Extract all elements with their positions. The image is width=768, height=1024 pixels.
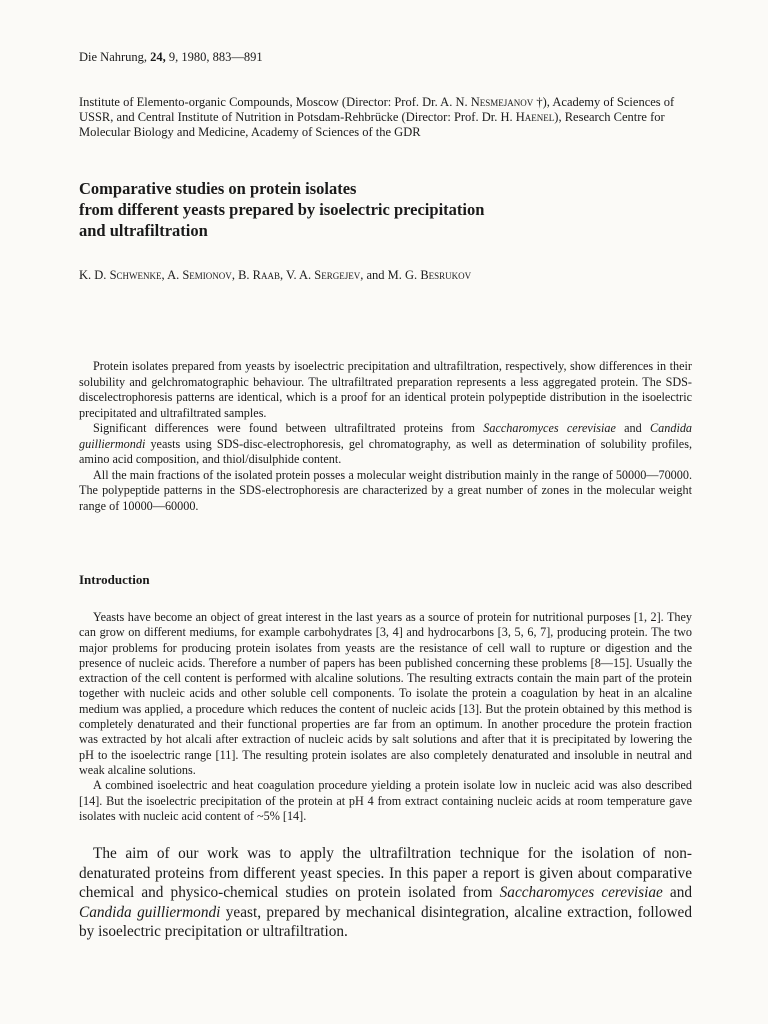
title-line-2: from different yeasts prepared by isoelectric precipitation (79, 200, 485, 219)
director-name-2: Haenel (515, 110, 555, 124)
abstract-paragraph-1: Protein isolates prepared from yeasts by isoelectric precipitation and ultrafiltration, respectively, show differences in their solubility and gelchromatographic behaviour. The ultrafiltrated preparation represents a less aggregated protein. The SDS-discelectrophoresis patterns are identical, which is a proof for an identical protein polypeptide distribution in the isoelectric precipitated and ultrafiltrated samples. (79, 359, 692, 420)
author-separator: , V. A. (280, 268, 315, 282)
introduction-body (79, 610, 692, 824)
abstract (79, 359, 692, 514)
aim-text-part: yeast, prepared by mechanical disintegration, alcaline extraction, followed by isoelectric precipitation or ultrafiltration. (79, 903, 692, 941)
director-name-1: Nesmejanov (470, 95, 534, 109)
author-name: Raab (252, 268, 280, 282)
author-name: Sergejev (314, 268, 361, 282)
journal-name: Die Nahrung, (79, 50, 148, 64)
author-list (79, 268, 471, 283)
abstract-text: and (615, 421, 651, 435)
affiliation (79, 95, 694, 140)
author-separator: , and M. G. (360, 268, 421, 282)
author-name: Schwenke (109, 268, 162, 282)
affiliation-text-1: Institute of Elemento-organic Compounds, Moscow (Director: Prof. Dr. A. N. (79, 95, 471, 109)
paper-title (79, 178, 694, 241)
species-name: Candida guilliermondi (79, 421, 693, 451)
affiliation-text-2: †), Academy of Sciences of USSR, and Central Institute of Nutrition in Potsdam-Rehbrücke (Director: Prof. Dr. H. (79, 95, 675, 124)
journal-issue-pages: 9, 1980, 883—891 (165, 50, 263, 64)
author-initials: K. D. (79, 268, 110, 282)
author-name: Besrukov (420, 268, 472, 282)
author-separator: , B. (231, 268, 253, 282)
affiliation-text-3: ), Research Centre for Molecular Biology and Medicine, Academy of Sciences of the GDR (79, 110, 665, 139)
aim-paragraph (79, 844, 692, 942)
aim-text-part: and (662, 884, 692, 902)
abstract-text: Significant differences were found between ultrafiltrated proteins from (93, 421, 484, 435)
section-heading-introduction: Introduction (79, 572, 150, 587)
title-line-1: Comparative studies on protein isolates (79, 179, 357, 198)
journal-volume: 24, (150, 50, 166, 64)
species-name: Candida guilliermondi (79, 903, 221, 921)
introduction-paragraph-1: Yeasts have become an object of great interest in the last years as a source of protein for nutritional purposes [1, 2]. They can grow on different mediums, for example carbohydrates [3, 4] and hydrocarbons [3, 5, 6, 7], producing protein. The two major problems for producing protein isolates from yeasts are the resistance of cell wall to rupture or digestion and the presence of nucleic acids. Therefore a number of papers has been published concerning these problems [8—15]. Usually the extraction of the cell content is performed with alcaline solutions. The resulting extracts contain the main part of the protein together with nucleic acids and other soluble cell components. To isolate the protein a coagulation by heat in an alcaline medium was applied, a procedure which reduces the content of nucleic acids [13]. But the protein obtained by this method is completely denaturated and their functional properties are far from an optimum. In another procedure the protein fraction was extracted by hot alcali after extraction of nucleic acids by salt solutions and after that it is precipitated by lowering the pH to the isoelectric range [11]. The resulting protein isolates are also completely denaturated and insoluble in neutral and weak alcaline solutions. (79, 610, 692, 777)
abstract-paragraph-2 (79, 421, 692, 468)
title-line-3: and ultrafiltration (79, 221, 208, 240)
introduction-paragraph-2: A combined isoelectric and heat coagulation procedure yielding a protein isolate low in nucleic acid was also described [14]. But the isoelectric precipitation of the protein at pH 4 from extract containing nucleic acids at room temperature gave isolates with nucleic acid content of ~5% [14]. (79, 778, 692, 823)
aim-text-part: The aim of our work was to apply the ultrafiltration technique for the isolation of non-denaturated proteins from different yeast species. In this paper a report is given about comparative chemical and physico-chemical studies on protein isolated from (79, 845, 692, 902)
abstract-text: yeasts using SDS-disc-electrophoresis, gel chromatography, as well as determination of solubility profiles, amino acid composition, and thiol/disulphide content. (79, 436, 692, 466)
journal-citation (79, 50, 263, 65)
species-name: Saccharomyces cerevisiae (483, 421, 616, 435)
aim-text (79, 844, 692, 942)
species-name: Saccharomyces cerevisiae (499, 884, 663, 902)
author-separator: , A. (161, 268, 183, 282)
author-name: Semionov (182, 268, 232, 282)
abstract-paragraph-3: All the main fractions of the isolated protein posses a molecular weight distribution mainly in the range of 50000—70000. The polypeptide patterns in the SDS-electrophoresis are characterized by a great number of zones in the molecular weight range of 10000—60000. (79, 467, 692, 513)
